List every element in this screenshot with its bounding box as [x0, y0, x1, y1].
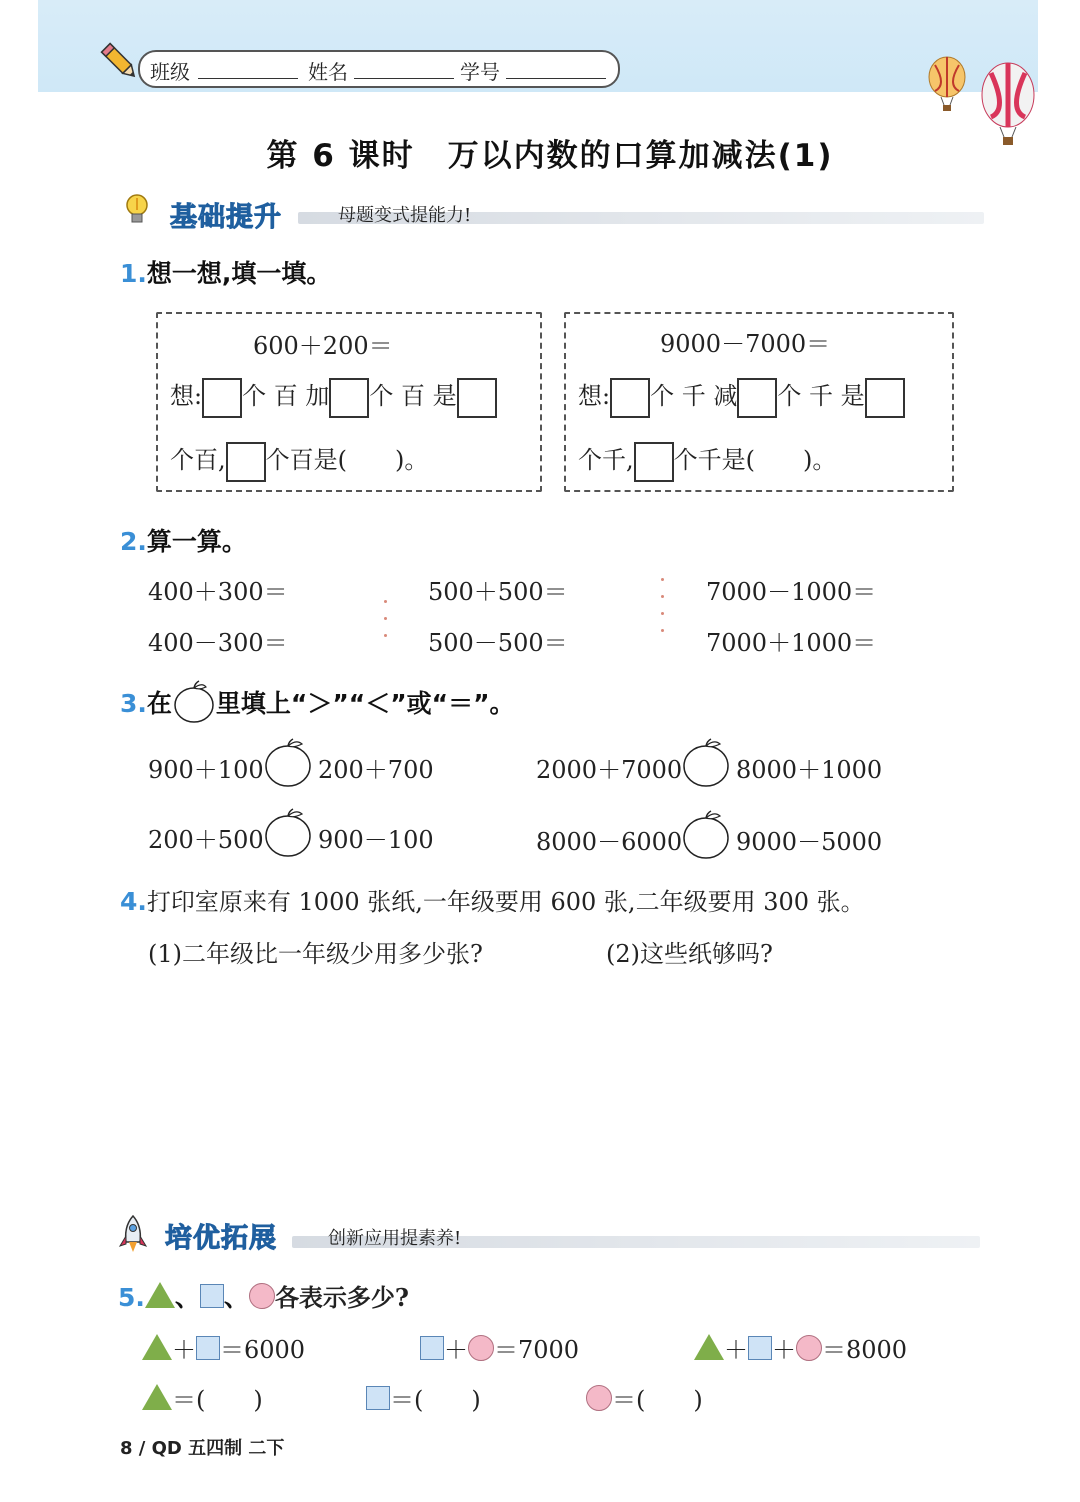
compare-right: 9000－5000: [736, 828, 883, 856]
section-title-advanced: 培优拓展: [165, 1223, 277, 1254]
equation-value: ＝7000: [494, 1336, 580, 1364]
answer-box[interactable]: [634, 442, 674, 482]
id-field[interactable]: [506, 78, 606, 79]
expression[interactable]: 7000＋1000＝: [706, 629, 877, 657]
sub-question-2: (2)这些纸够吗?: [606, 940, 773, 968]
answer-triangle[interactable]: [142, 1380, 263, 1415]
think-text: 个千是( )。: [673, 446, 837, 474]
question-text: 里填上“＞”“＜”或“＝”。: [215, 689, 515, 718]
think-line-2: [170, 440, 428, 482]
think-line-1: [170, 376, 497, 418]
square-icon: [420, 1336, 444, 1360]
square-icon: [366, 1386, 390, 1410]
question-5: [118, 1278, 409, 1314]
sub-question-1: (1)二年级比一年级少用多少张?: [148, 940, 483, 968]
square-icon: [200, 1284, 224, 1308]
question-number: 5.: [118, 1283, 145, 1312]
name-field[interactable]: [354, 78, 454, 79]
question-text: 各表示多少?: [274, 1283, 409, 1312]
id-label: 学号: [460, 60, 500, 84]
question-4: [120, 882, 865, 917]
student-info-bar: [138, 50, 620, 88]
answer-blank[interactable]: ＝( ): [612, 1386, 703, 1414]
answer-blank[interactable]: ＝( ): [172, 1386, 263, 1414]
think-text: 个千,: [578, 446, 634, 474]
expression[interactable]: 500＋500＝: [428, 578, 568, 606]
equation-value: ＝8000: [822, 1336, 908, 1364]
triangle-icon: [145, 1282, 175, 1308]
lightbulb-icon: [122, 192, 152, 228]
question-number: 1.: [120, 259, 147, 288]
circle-icon: [586, 1385, 612, 1411]
compare-right: 200＋700: [318, 756, 434, 784]
circle-icon: [468, 1335, 494, 1361]
question-number: 3.: [120, 689, 147, 718]
question-text: 想一想,填一填。: [146, 259, 332, 288]
plus-sign: ＋: [772, 1336, 796, 1364]
think-text: 个 千 是: [777, 382, 865, 410]
expression[interactable]: 400＋300＝: [148, 578, 288, 606]
answer-box[interactable]: [610, 378, 650, 418]
answer-box[interactable]: [202, 378, 242, 418]
expression[interactable]: 400－300＝: [148, 629, 288, 657]
think-text: 个百是( )。: [265, 446, 429, 474]
square-icon: [748, 1336, 772, 1360]
think-label: 想:: [170, 382, 203, 410]
page-title: 第 6 课时 万以内数的口算加减法(1): [266, 138, 834, 174]
section-title-basic: 基础提升: [170, 202, 282, 233]
think-text: 个 百 加: [242, 382, 330, 410]
think-line-2: [578, 440, 836, 482]
expression[interactable]: 7000－1000＝: [706, 578, 877, 606]
equation-value: ＝6000: [220, 1336, 306, 1364]
compare-left: 8000－6000: [536, 828, 683, 856]
circle-icon: [249, 1283, 275, 1309]
dotted-divider: [661, 578, 665, 646]
question-text: 打印室原来有 1000 张纸,一年级要用 600 张,二年级要用 300 张。: [146, 888, 865, 916]
answer-box[interactable]: [329, 378, 369, 418]
plus-sign: ＋: [444, 1336, 468, 1364]
answer-box[interactable]: [457, 378, 497, 418]
section-subtitle-basic: 母题变式提能力!: [338, 205, 472, 226]
question-1: [120, 254, 331, 290]
apple-answer-icon[interactable]: [682, 810, 732, 860]
equation-3: [694, 1330, 907, 1365]
plus-sign: ＋: [172, 1336, 196, 1364]
triangle-icon: [142, 1384, 172, 1410]
equation-1: [142, 1330, 305, 1365]
question-text: 算一算。: [146, 527, 247, 556]
answer-box[interactable]: [737, 378, 777, 418]
apple-answer-icon[interactable]: [264, 738, 314, 788]
answer-circle[interactable]: [586, 1380, 703, 1415]
circle-icon: [796, 1335, 822, 1361]
rocket-icon: [118, 1214, 148, 1254]
compare-left: 2000＋7000: [536, 756, 683, 784]
question-number: 4.: [120, 887, 147, 916]
think-box-right: [564, 312, 954, 492]
pencil-icon: [100, 40, 140, 84]
section-subtitle-advanced: 创新应用提素养!: [328, 1228, 462, 1249]
answer-blank[interactable]: ＝( ): [390, 1386, 481, 1414]
answer-box[interactable]: [865, 378, 905, 418]
think-text: 个 千 减: [650, 382, 738, 410]
think-line-1: [578, 376, 905, 418]
apple-answer-icon[interactable]: [264, 808, 314, 858]
think-text: 个百,: [170, 446, 226, 474]
question-3: [120, 680, 515, 724]
answer-box[interactable]: [226, 442, 266, 482]
dotted-divider: [384, 600, 388, 651]
expression[interactable]: 500－500＝: [428, 629, 568, 657]
plus-sign: ＋: [724, 1336, 748, 1364]
compare-left: 900＋100: [148, 756, 264, 784]
think-text: 个 百 是: [369, 382, 457, 410]
separator: 、: [223, 1283, 249, 1312]
question-2: [120, 522, 247, 558]
class-label: 班级: [150, 60, 190, 84]
think-box-left: [156, 312, 542, 492]
compare-left: 200＋500: [148, 826, 264, 854]
square-icon: [196, 1336, 220, 1360]
think-label: 想:: [578, 382, 611, 410]
separator: 、: [174, 1283, 200, 1312]
expression: 600＋200＝: [253, 332, 393, 360]
question-text: 在: [146, 689, 172, 718]
name-label: 姓名: [308, 60, 348, 84]
compare-right: 900－100: [318, 826, 434, 854]
equation-2: [420, 1330, 579, 1365]
compare-right: 8000＋1000: [736, 756, 883, 784]
apple-icon: [172, 680, 216, 724]
answer-area[interactable]: [140, 975, 980, 1195]
question-number: 2.: [120, 527, 147, 556]
triangle-icon: [142, 1334, 172, 1360]
page-footer: 8 / QD 五四制 二下: [120, 1438, 285, 1459]
apple-answer-icon[interactable]: [682, 738, 732, 788]
class-field[interactable]: [198, 78, 298, 79]
triangle-icon: [694, 1334, 724, 1360]
answer-square[interactable]: [366, 1380, 481, 1415]
expression: 9000－7000＝: [660, 330, 831, 358]
